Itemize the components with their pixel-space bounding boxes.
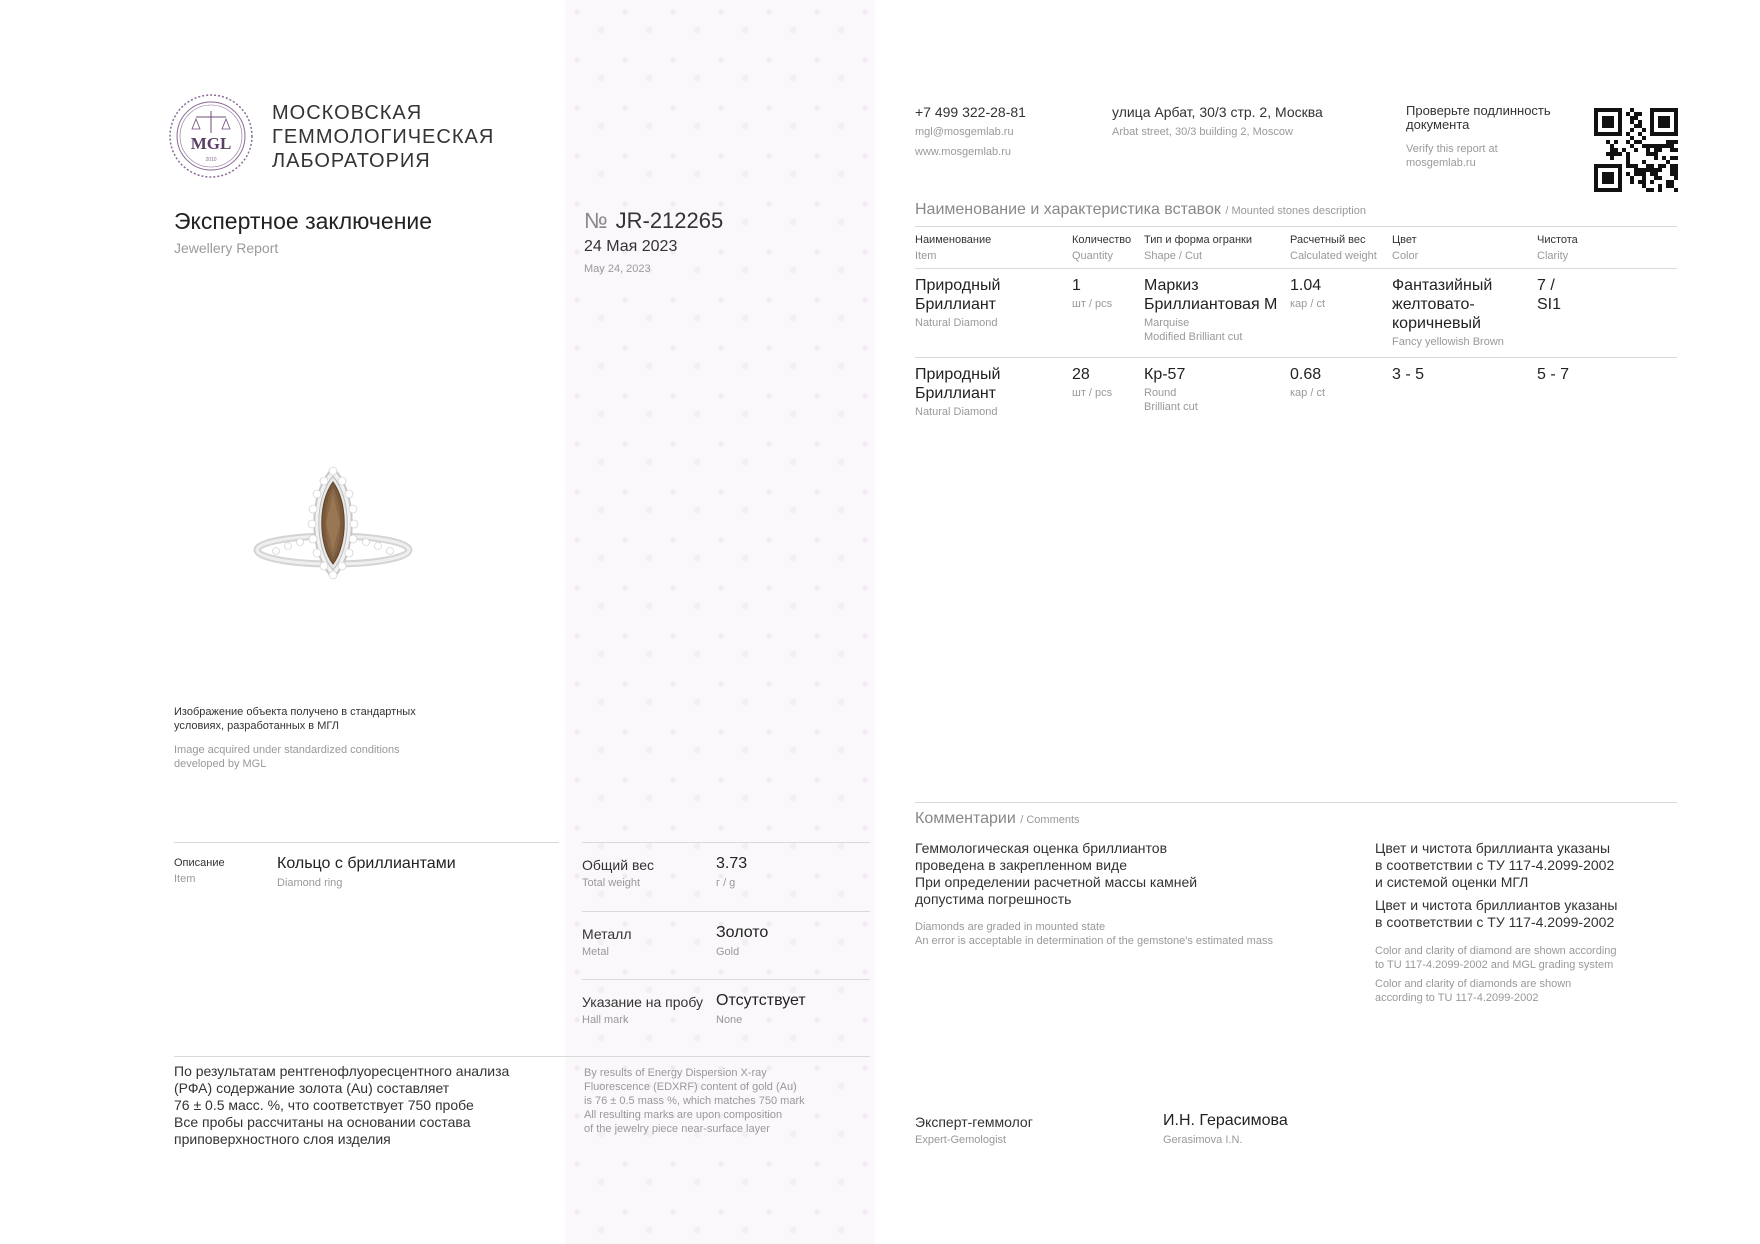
th-cut-en: Shape / Cut bbox=[1144, 250, 1203, 262]
comment-right-2-en: Color and clarity of diamonds are shown according to TU 117-4.2099-2002 bbox=[1375, 978, 1572, 1004]
signature-role-en: Expert-Gemologist bbox=[915, 1134, 1007, 1146]
hallmark-label-en: Hall mark bbox=[582, 1014, 629, 1026]
hallmark-value bbox=[716, 992, 806, 1026]
report-title-en: Jewellery Report bbox=[174, 240, 279, 256]
row1-clarity: 7 / SI1 bbox=[1537, 277, 1562, 313]
th-weight-en: Calculated weight bbox=[1290, 250, 1377, 262]
table-row-1-item bbox=[915, 276, 1065, 330]
divider bbox=[582, 979, 870, 980]
table-row-1-color bbox=[1392, 276, 1522, 349]
verify-text: Проверьте подлинность документа bbox=[1406, 103, 1551, 132]
row1-item-en: Natural Diamond bbox=[915, 317, 998, 329]
comments-title-en: / Comments bbox=[1020, 814, 1080, 826]
contact-address: улица Арбат, 30/3 стр. 2, Москва bbox=[1112, 104, 1323, 120]
comment-left-en: Diamonds are graded in mounted state An error is acceptable in determination of the gemstone's estimated mass bbox=[915, 921, 1273, 947]
hallmark-label-ru: Указание на пробу bbox=[582, 994, 704, 1010]
table-row-2-color bbox=[1392, 365, 1424, 384]
table-header-item bbox=[915, 234, 991, 262]
th-quantity: Количество bbox=[1072, 234, 1132, 246]
metal-label-ru: Металл bbox=[582, 926, 632, 942]
divider bbox=[174, 1056, 870, 1057]
table-header-weight bbox=[1290, 234, 1377, 262]
row1-weight-unit: кар / ct bbox=[1290, 298, 1326, 310]
metal-label-en: Metal bbox=[582, 946, 609, 958]
divider bbox=[915, 357, 1677, 358]
number-prefix: № bbox=[584, 208, 608, 233]
th-quantity-en: Quantity bbox=[1072, 250, 1113, 262]
table-row-1-clarity bbox=[1537, 276, 1563, 314]
report-date-en: May 24, 2023 bbox=[584, 263, 651, 275]
svg-text:2010: 2010 bbox=[205, 157, 217, 163]
decorative-band bbox=[565, 0, 875, 1244]
table-header-cut bbox=[1144, 234, 1252, 262]
description-value-en: Diamond ring bbox=[277, 877, 343, 889]
th-item-en: Item bbox=[915, 250, 937, 262]
row2-item: Природный Бриллиант bbox=[915, 366, 1001, 402]
table-row-1-weight bbox=[1290, 276, 1325, 311]
report-title: Экспертное заключение bbox=[174, 208, 433, 234]
stones-title-en: / Mounted stones description bbox=[1225, 205, 1366, 217]
report-number bbox=[584, 208, 723, 234]
metal-value-en: Gold bbox=[716, 946, 740, 958]
signature-role-ru: Эксперт-геммолог bbox=[915, 1114, 1033, 1130]
verify-text-en: Verify this report at mosgemlab.ru bbox=[1406, 143, 1498, 169]
signature-name-en: Gerasimova I.N. bbox=[1163, 1134, 1243, 1146]
row2-weight: 0.68 bbox=[1290, 366, 1322, 383]
row2-cut-en: Round Brilliant cut bbox=[1144, 387, 1198, 413]
comment-left: Геммологическая оценка бриллиантов проведена в закрепленном виде При определении расчетной массы камней допустима погрешность bbox=[915, 840, 1198, 907]
row1-color: Фантазийный желтовато-коричневый bbox=[1392, 277, 1493, 332]
total-weight-value-ru: 3.73 bbox=[716, 855, 748, 872]
qr-code[interactable] bbox=[1594, 108, 1678, 192]
image-note: Изображение объекта получено в стандартных условиях, разработанных в МГЛ bbox=[174, 706, 416, 732]
metal-value bbox=[716, 924, 768, 958]
table-header-quantity bbox=[1072, 234, 1131, 262]
row2-cut: Кр-57 bbox=[1144, 366, 1186, 383]
lab-name-line2: ГЕММОЛОГИЧЕСКАЯ bbox=[272, 126, 495, 148]
row1-cut: Маркиз Бриллиантовая М bbox=[1144, 277, 1278, 313]
contact-email: mgl@mosgemlab.ru bbox=[915, 126, 1014, 138]
total-weight-value-en: г / g bbox=[716, 877, 736, 889]
th-color-en: Color bbox=[1392, 250, 1419, 262]
comment-right-1: Цвет и чистота бриллианта указаны в соответствии с ТУ 117-4.2099-2002 и системой оценки МГЛ bbox=[1375, 840, 1615, 890]
row2-qty-unit: шт / pcs bbox=[1072, 387, 1113, 399]
analysis-text: По результатам рентгенофлуоресцентного анализа (РФА) содержание золота (Au) составляет 76 ± 0.5 масс. %, что соответствует 750 пробе Все пробы рассчитаны на основании состава приповерхностного слоя изделия bbox=[174, 1063, 510, 1147]
stones-section-title bbox=[915, 201, 1366, 219]
contact-phone: +7 499 322-28-81 bbox=[915, 104, 1026, 120]
divider bbox=[915, 802, 1677, 803]
table-row-1-quantity bbox=[1072, 276, 1112, 311]
comments-title bbox=[915, 810, 1080, 828]
th-item: Наименование bbox=[915, 234, 992, 246]
stones-title-ru: Наименование и характеристика вставок bbox=[915, 201, 1221, 218]
image-note-en: Image acquired under standardized conditions developed by MGL bbox=[174, 744, 400, 770]
divider bbox=[582, 911, 870, 912]
total-weight-value bbox=[716, 855, 747, 889]
th-weight: Расчетный вес bbox=[1290, 234, 1366, 246]
table-header-clarity bbox=[1537, 234, 1578, 262]
hallmark-value-ru: Отсутствует bbox=[716, 992, 806, 1009]
total-weight-label-en: Total weight bbox=[582, 877, 641, 889]
table-row-2-clarity bbox=[1537, 365, 1569, 384]
comments-title-ru: Комментарии bbox=[915, 810, 1016, 827]
lab-name-line3: ЛАБОРАТОРИЯ bbox=[272, 150, 431, 172]
total-weight-label bbox=[582, 857, 654, 889]
row1-item: Природный Бриллиант bbox=[915, 277, 1001, 313]
row2-qty: 28 bbox=[1072, 366, 1090, 383]
ring-photo bbox=[248, 462, 418, 586]
lab-name-line1: МОСКОВСКАЯ bbox=[272, 102, 423, 124]
divider bbox=[174, 842, 559, 843]
row1-qty: 1 bbox=[1072, 277, 1081, 294]
total-weight-label-ru: Общий вес bbox=[582, 857, 655, 873]
analysis-text-en: By results of Energy Dispersion X-ray Fluorescence (EDXRF) content of gold (Au) is 76 ± 0.5 mass %, which matches 750 mark All resulting marks are upon composition of the jewelry piece near-surface layer bbox=[584, 1067, 805, 1135]
row2-color: 3 - 5 bbox=[1392, 366, 1425, 383]
row1-color-en: Fancy yellowish Brown bbox=[1392, 336, 1504, 348]
divider bbox=[915, 226, 1677, 227]
description-value-ru: Кольцо с бриллиантами bbox=[277, 855, 456, 872]
divider bbox=[582, 842, 870, 843]
th-cut: Тип и форма огранки bbox=[1144, 234, 1253, 246]
hallmark-value-en: None bbox=[716, 1014, 743, 1026]
hallmark-label bbox=[582, 994, 703, 1026]
table-row-2-cut bbox=[1144, 365, 1288, 414]
th-color: Цвет bbox=[1392, 234, 1417, 246]
metal-label bbox=[582, 926, 632, 958]
description-label-ru: Описание bbox=[174, 857, 225, 869]
row1-cut-en: Marquise Modified Brilliant cut bbox=[1144, 317, 1243, 343]
row1-weight: 1.04 bbox=[1290, 277, 1322, 294]
signature-role bbox=[915, 1114, 1033, 1146]
lab-seal-logo bbox=[168, 93, 254, 179]
number-value: JR-212265 bbox=[615, 208, 724, 233]
description-label bbox=[174, 857, 225, 885]
th-clarity-en: Clarity bbox=[1537, 250, 1569, 262]
divider bbox=[915, 268, 1677, 269]
report-date: 24 Мая 2023 bbox=[584, 238, 678, 255]
comment-right-2: Цвет и чистота бриллиантов указаны в соответствии с ТУ 117-4.2099-2002 bbox=[1375, 897, 1618, 930]
contact-address-en: Arbat street, 30/3 building 2, Moscow bbox=[1112, 126, 1293, 138]
th-clarity: Чистота bbox=[1537, 234, 1578, 246]
row2-item-en: Natural Diamond bbox=[915, 406, 998, 418]
table-row-2-quantity bbox=[1072, 365, 1112, 400]
table-row-1-cut bbox=[1144, 276, 1288, 344]
signature-name bbox=[1163, 1112, 1288, 1146]
row1-qty-unit: шт / pcs bbox=[1072, 298, 1113, 310]
row2-weight-unit: кар / ct bbox=[1290, 387, 1326, 399]
contact-site: www.mosgemlab.ru bbox=[915, 146, 1011, 158]
description-label-en: Item bbox=[174, 873, 196, 885]
signature-name-ru: И.Н. Герасимова bbox=[1163, 1112, 1288, 1129]
table-row-2-weight bbox=[1290, 365, 1325, 400]
description-value bbox=[277, 855, 456, 889]
lab-name bbox=[272, 101, 494, 173]
comment-right-1-en: Color and clarity of diamond are shown according to TU 117-4.2099-2002 and MGL grading system bbox=[1375, 945, 1617, 971]
metal-value-ru: Золото bbox=[716, 924, 769, 941]
row2-clarity: 5 - 7 bbox=[1537, 366, 1570, 383]
svg-text:MGL: MGL bbox=[190, 134, 232, 153]
table-header-color bbox=[1392, 234, 1418, 262]
table-row-2-item bbox=[915, 365, 1065, 419]
